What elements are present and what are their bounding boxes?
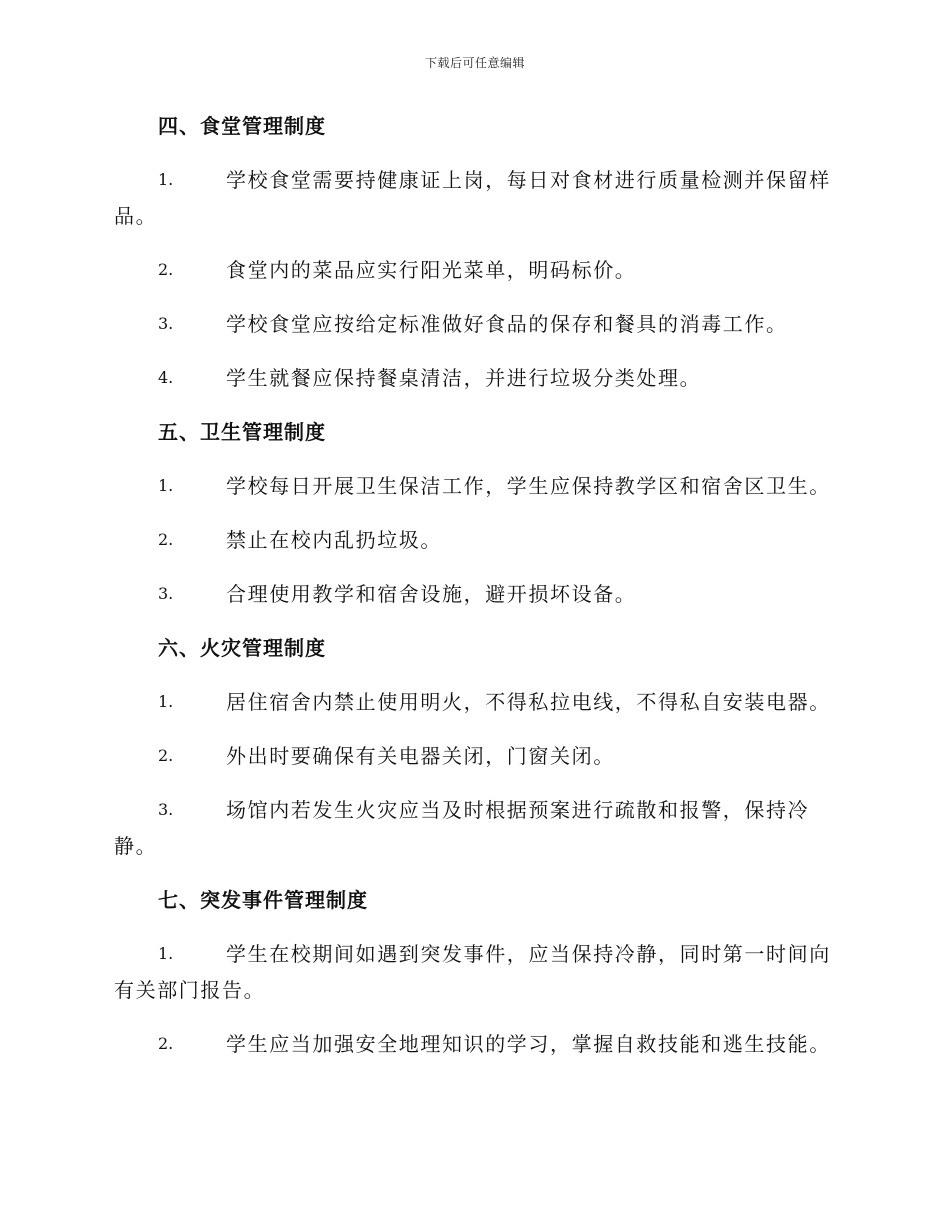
item-number: 1. [158, 170, 174, 189]
list-item [114, 792, 836, 864]
item-text: 禁止在校内乱扔垃圾。 [226, 528, 442, 552]
item-text: 合理使用教学和宿舍设施，避开损坏设备。 [226, 582, 637, 606]
item-number: 1. [158, 692, 174, 711]
item-number: 2. [158, 260, 174, 279]
list-item [114, 936, 836, 1008]
item-text: 居住宿舍内禁止使用明火，不得私拉电线，不得私自安装电器。 [226, 690, 831, 714]
page-header: 下载后可任意编辑 [424, 56, 525, 70]
document-body [114, 108, 836, 1080]
item-text: 食堂内的菜品应实行阳光菜单，明码标价。 [226, 258, 637, 282]
item-number: 3. [158, 314, 174, 333]
item-text: 学校食堂应按给定标准做好食品的保存和餐具的消毒工作。 [226, 312, 788, 336]
list-item [114, 684, 836, 720]
list-item [114, 162, 836, 234]
list-item [114, 252, 836, 288]
item-number: 1. [158, 476, 174, 495]
item-text: 学生在校期间如遇到突发事件，应当保持冷静，同时第一时间向有关部门报告。 [114, 942, 831, 1002]
item-text: 学生就餐应保持餐桌清洁，并进行垃圾分类处理。 [226, 366, 702, 390]
item-number: 3. [158, 584, 174, 603]
list-item [114, 306, 836, 342]
section-heading: 五、卫生管理制度 [158, 420, 326, 444]
item-text: 场馆内若发生火灾应当及时根据预案进行疏散和报警，保持冷静。 [114, 798, 810, 858]
section-heading: 四、食堂管理制度 [158, 114, 326, 138]
list-item [114, 576, 836, 612]
item-text: 学校每日开展卫生保洁工作，学生应保持教学区和宿舍区卫生。 [226, 474, 831, 498]
section-heading: 七、突发事件管理制度 [158, 888, 368, 912]
list-item [114, 738, 836, 774]
list-item [114, 1026, 836, 1062]
item-number: 2. [158, 1034, 174, 1053]
item-number: 1. [158, 944, 174, 963]
item-text: 学生应当加强安全地理知识的学习，掌握自救技能和逃生技能。 [226, 1032, 831, 1056]
list-item [114, 360, 836, 396]
item-number: 2. [158, 746, 174, 765]
item-text: 学校食堂需要持健康证上岗，每日对食材进行质量检测并保留样品。 [114, 168, 831, 228]
item-text: 外出时要确保有关电器关闭，门窗关闭。 [226, 744, 615, 768]
list-item [114, 522, 836, 558]
item-number: 4. [158, 368, 174, 387]
section-heading: 六、火灾管理制度 [158, 636, 326, 660]
item-number: 3. [158, 800, 174, 819]
list-item [114, 468, 836, 504]
item-number: 2. [158, 530, 174, 549]
